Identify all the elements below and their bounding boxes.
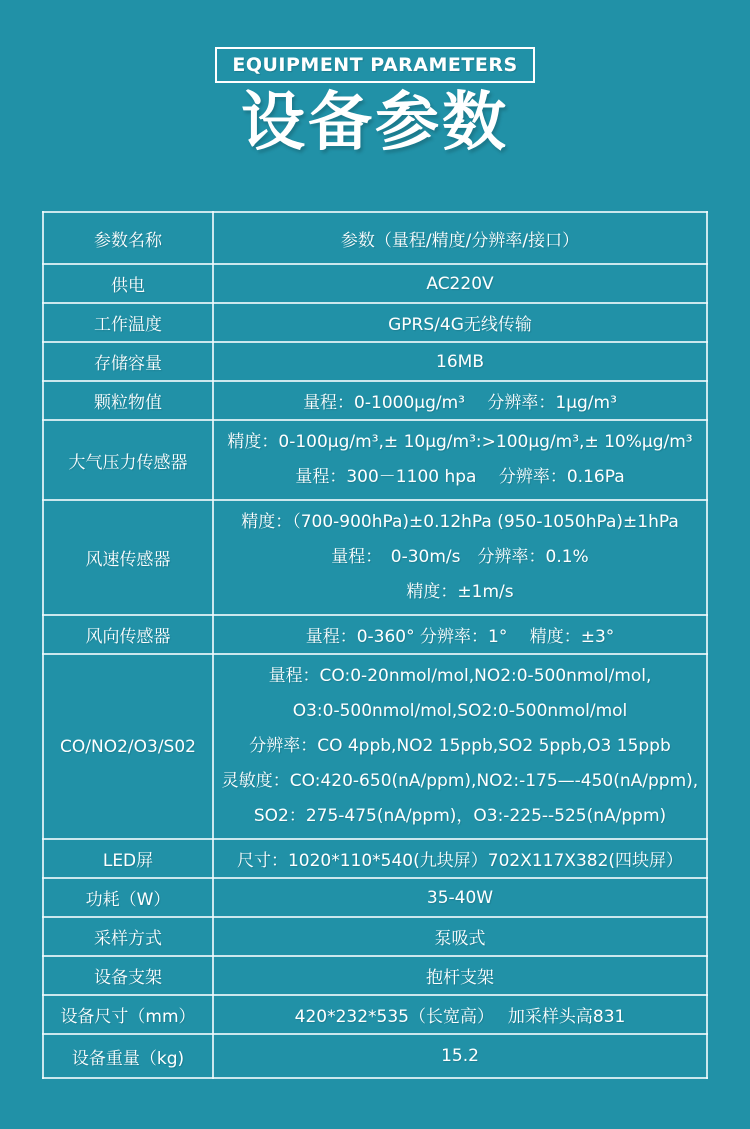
param-value-line: 精度：±1m/s [406,582,514,602]
param-name-header: 参数名称 [43,212,213,264]
param-value-lines [220,657,700,836]
badge-label: EQUIPMENT PARAMETERS [215,47,534,83]
param-value-header: 参数（量程/精度/分辨率/接口） [213,212,707,264]
param-value-cell: AC220V [213,264,707,303]
param-value-cell [213,654,707,839]
param-value-cell: 量程：0-360° 分辨率：1° 精度：±3° [213,615,707,654]
param-value-line: 灵敏度：CO:420-650(nA/ppm),NO2:-175—-450(nA/ppm), [221,771,699,791]
param-name-cell: LED屏 [43,839,213,878]
table-row [43,956,707,995]
param-value-lines [220,503,700,612]
param-name-cell: 设备支架 [43,956,213,995]
param-value-cell: 420*232*535（长宽高） 加采样头高831 [213,995,707,1034]
param-value-line: 分辨率：CO 4ppb,NO2 15ppb,SO2 5ppb,O3 15ppb [249,736,671,756]
table-row [43,264,707,303]
param-value-cell: 泵吸式 [213,917,707,956]
param-name-cell: 大气压力传感器 [43,420,213,500]
table-row [43,917,707,956]
table-row [43,342,707,381]
table-row [43,303,707,342]
param-value-cell: GPRS/4G无线传输 [213,303,707,342]
param-value-cell [213,420,707,500]
table-header-row [43,212,707,264]
param-name-cell: 风速传感器 [43,500,213,615]
param-value-lines [220,423,700,497]
param-name-cell: 工作温度 [43,303,213,342]
param-value-line: 精度：（700-900hPa)±0.12hPa (950-1050hPa)±1hPa [241,512,679,532]
badge-container [0,0,750,83]
param-value-cell: 量程：0-1000μg/m³ 分辨率：1μg/m³ [213,381,707,420]
page-title: 设备参数 [241,86,509,160]
param-name-cell: 风向传感器 [43,615,213,654]
param-value-line: 量程： 0-30m/s 分辨率：0.1% [331,547,589,567]
param-value-line: 量程：CO:0-20nmol/mol,NO2:0-500nmol/mol, [268,666,652,686]
param-value-line: 精度：0-100μg/m³,± 10μg/m³:>100μg/m³,± 10%μg/m³ [227,432,693,452]
param-value-line: SO2：275-475(nA/ppm)，O3:-225--525(nA/ppm) [253,806,667,826]
param-name-cell: 功耗（W） [43,878,213,917]
table-row [43,420,707,500]
table-row [43,654,707,839]
table-row [43,839,707,878]
table-row [43,615,707,654]
param-name-cell: 存储容量 [43,342,213,381]
param-value-cell [213,500,707,615]
param-value-cell: 35-40W [213,878,707,917]
table-row [43,878,707,917]
spec-table-body [43,212,707,1078]
param-value-cell: 尺寸：1020*110*540(九块屏）702X117X382(四块屏） [213,839,707,878]
param-value-line: O3:0-500nmol/mol,SO2:0-500nmol/mol [292,701,628,721]
table-row [43,1034,707,1078]
param-value-cell: 16MB [213,342,707,381]
param-value-cell: 15.2 [213,1034,707,1078]
table-row [43,995,707,1034]
spec-table [42,211,708,1079]
table-row [43,500,707,615]
param-value-cell: 抱杆支架 [213,956,707,995]
param-value-line: 量程：300－1100 hpa 分辨率：0.16Pa [295,467,625,487]
param-name-cell: 设备尺寸（mm） [43,995,213,1034]
table-row [43,381,707,420]
param-name-cell: 颗粒物值 [43,381,213,420]
param-name-cell: 设备重量（kg) [43,1034,213,1078]
param-name-cell: CO/NO2/O3/S02 [43,654,213,839]
param-name-cell: 供电 [43,264,213,303]
param-name-cell: 采样方式 [43,917,213,956]
